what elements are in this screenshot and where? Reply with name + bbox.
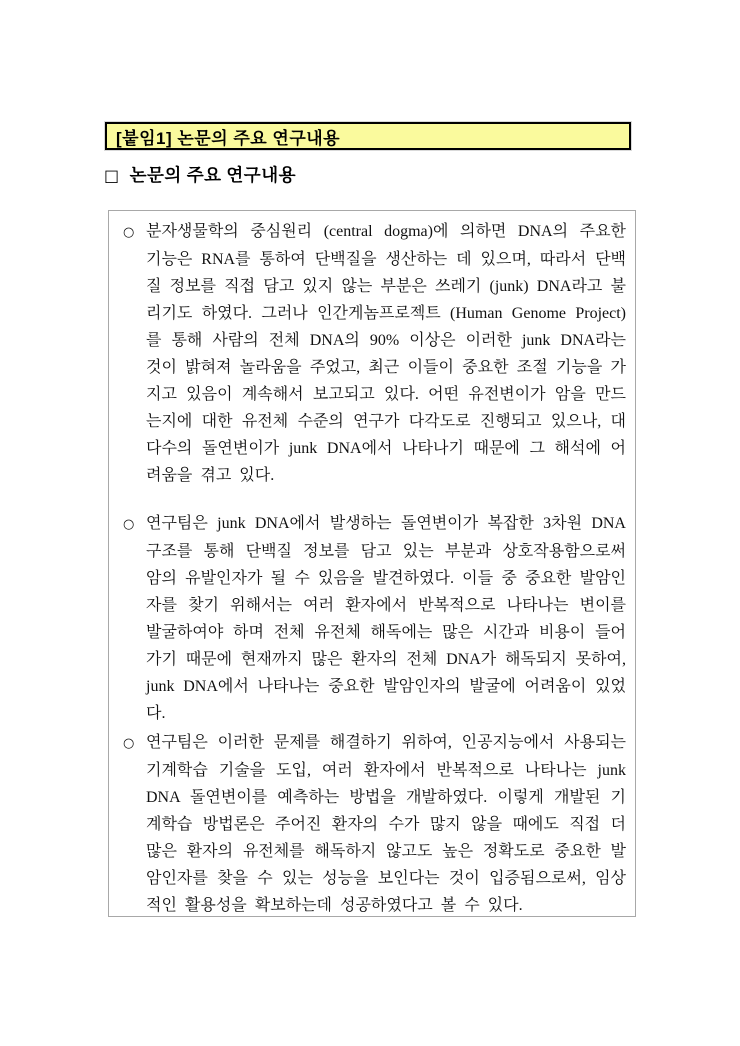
section-heading-label: 논문의 주요 연구내용 <box>129 165 297 185</box>
circle-bullet-icon: ○ <box>123 736 135 751</box>
paragraph-junk-dna-discovery <box>123 510 626 727</box>
attachment-banner <box>105 122 631 150</box>
paragraph-text: 분자생물학의 중심원리 (central dogma)에 의하면 DNA의 주요한 기능은 RNA를 통하여 단백질을 생산하는 데 있으며, 따라서 단백질 정보를 직접 담고 있지 않는 부분은 쓰레기 (junk) DNA라고 불리기도 하였다. 그러나 인간게놈프로젝트 (Human Genome Project)를 통해 사람의 전체 DNA의 90% 이상은 이러한 junk DNA라는 것이 밝혀져 놀라움을 주었고, 최근 이들이 중요한 조절 기능을 가지고 있음이 계속해서 보고되고 있다. 어떤 유전변이가 암을 만드는지에 대한 유전체 수준의 연구가 다각도로 진행되고 있으나, 대다수의 돌연변이가 junk DNA에서 나타나기 때문에 그 해석에 어려움을 겪고 있다. <box>146 223 626 484</box>
attachment-banner-title: [붙임1] 논문의 주요 연구내용 <box>116 128 341 148</box>
circle-bullet-icon: ○ <box>123 517 135 532</box>
section-heading <box>104 162 296 187</box>
paragraph-central-dogma <box>123 218 626 489</box>
paragraph-text: 연구팀은 이러한 문제를 해결하기 위하여, 인공지능에서 사용되는 기계학습 기술을 도입, 여러 환자에서 반복적으로 나타나는 junk DNA 돌연변이를 예측하는 방법을 개발하였다. 이렇게 개발된 기계학습 방법론은 주어진 환자의 수가 많지 않을 때에도 직접 더 많은 환자의 유전체를 해독하지 않고도 높은 정확도로 중요한 발암인자를 찾을 수 있는 성능을 보인다는 것이 입증됨으로써, 임상적인 활용성을 확보하는데 성공하였다고 볼 수 있다. <box>146 734 626 914</box>
paragraph-machine-learning <box>123 729 626 917</box>
square-bullet-icon: □ <box>104 165 120 185</box>
circle-bullet-icon: ○ <box>123 225 135 240</box>
paragraph-text: 연구팀은 junk DNA에서 발생하는 돌연변이가 복잡한 3차원 DNA 구조를 통해 단백질 정보를 담고 있는 부분과 상호작용함으로써 암의 유발인자가 될 수 있음을 발견하였다. 이들 중 중요한 발암인자를 찾기 위해서는 여러 환자에서 반복적으로 나타나는 변이를 발굴하여야 하며 전체 유전체 해독에는 많은 시간과 비용이 들어가기 때문에 현재까지 많은 환자의 전체 DNA가 해독되지 못하여, junk DNA에서 나타나는 중요한 발암인자의 발굴에 어려움이 있었다. <box>146 515 626 722</box>
content-box <box>108 210 636 917</box>
